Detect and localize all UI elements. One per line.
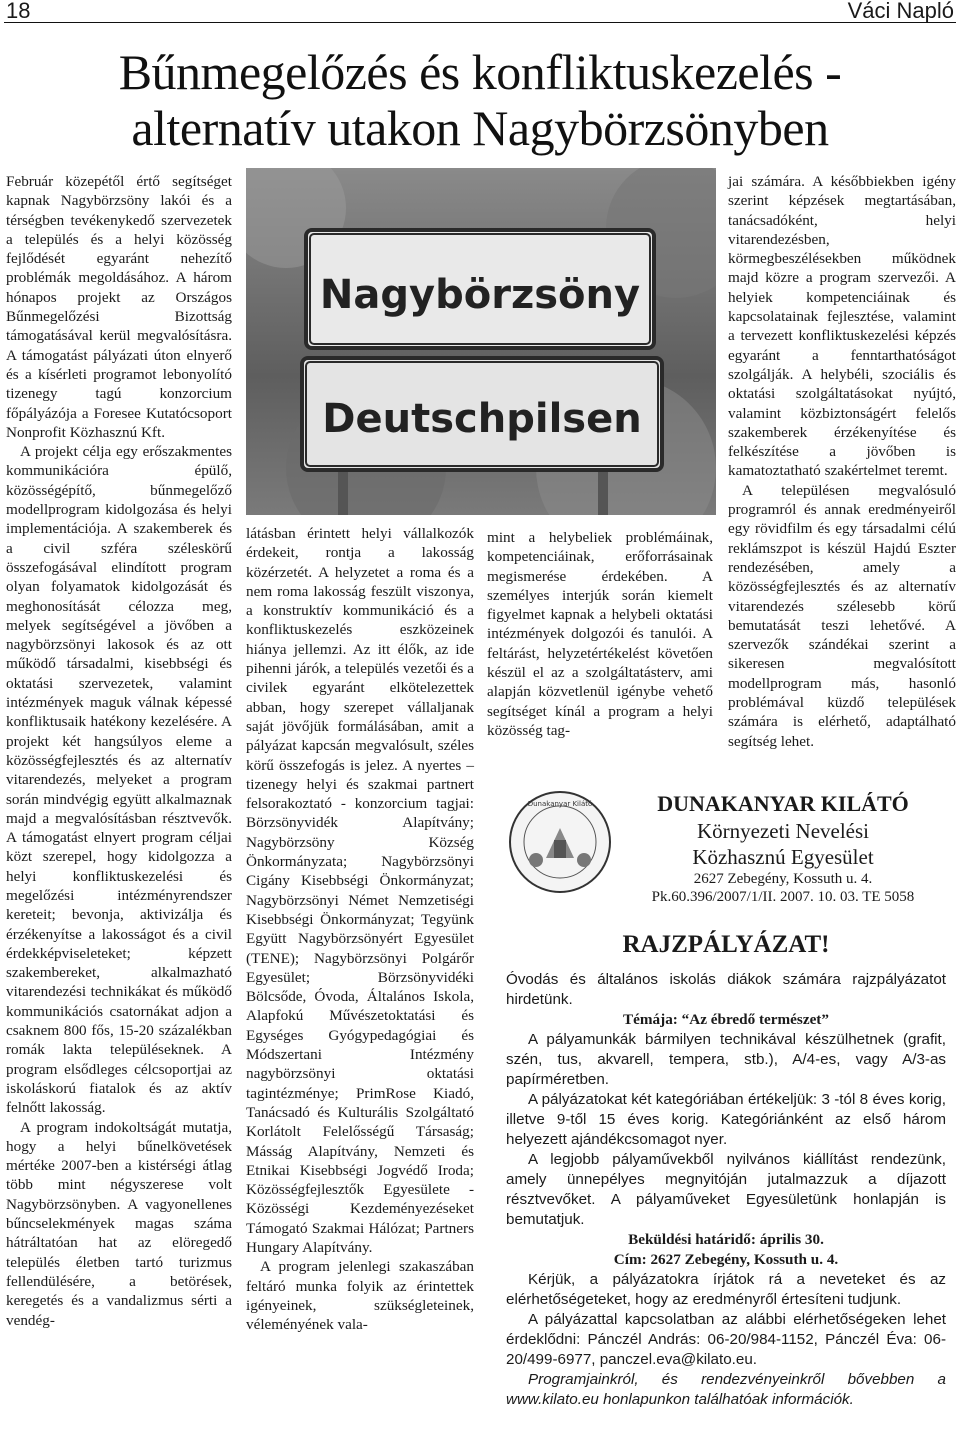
ad-deadline: Beküldési határidő: április 30. [628,1231,824,1248]
advertisement-box [500,780,952,1420]
paragraph: jai számára. A későbbiekben igény szerint képzések megtartásában, tanácsadóként, helyi vitarendezésben, körmegbeszélésekben működnek majd közre a program szervezői. A helyiek kompetenciáinak és kapcsolatainak fejlesztése, valamint a tervezett konfliktuskezelési képzés egyaránt a fenntarthatóságot szolgálják. A helybéli, szociális és oktatási szolgáltatásokat nyújtó, valamint közbiztonságért felelős szakemberek érzékenyítése és felkészítése a jövőben is kamatoztatható szakértelmet teremt. [728,173,956,480]
article-column-4 [728,172,956,751]
article-column-1 [6,172,232,1330]
page-number: 18 [6,0,31,23]
ad-theme: Témája: “Az ébredő természet” [623,1011,829,1028]
headline-line-2: alternatív utakon Nagybörzsönyben [131,100,829,156]
town-sign-photo [246,168,716,515]
ad-body [506,970,946,1410]
headline-line-1: Bűnmegelőzés és konfliktuskezelés - [118,44,842,100]
ad-website-note: Programjainkról, és rendezvényeinkről bővebben a www.kilato.eu honlapunkon találhatóak információk. [506,1371,946,1408]
ad-paragraph: A pályázatokat két kategóriában értékeljük: 3 -tól 8 éves korig, illetve 9-től 15 éves korig. Kategóriánként az első három helyezett ajándékcsomagot nyer. [506,1091,946,1148]
ad-title: RAJZPÁLYÁZAT! [622,931,830,958]
paragraph: Február közepétől értő segítséget kapnak Nagybörzsöny lakói és a térségben tevékenykedő szervezetek a település és a helyi közösség fejlődését egyaránt nehezítő problémák megoldásához. A három hónapos projekt az Országos Bűnmegelőzési Bizottság támogatásával kerül megvalósításra. A támogatást pályázati úton elnyerő és a kísérleti programot lebonyolító tizenegy tagú konzorcium főpályázója a Foresee Kutatócsoport Nonprofit Közhasznú Kft. [6,173,232,441]
paragraph: látásban érintett helyi vállalkozók érdekeit, rontja a lakosság közérzetét. A helyzetet a roma és a nem roma lakosság feszült viszonya, a konstruktív kommunikáció és a konfliktuskezelés eszközeinek hiánya jellemzi. Az itt élők, az ide pihenni járók, a település vezetői és a civilek egyaránt elkötelezettek abban, hogy szerepet vállaljanak saját jövőjük formálásában, amit a pályázat kapcsán megvalósult, széles körű összefogás is jelez. A nyertes – tizenegy helyi és szakmai partnert felsorakoztató - konzorcium tagjai: Börzsönyvidék Alapítvány; Nagybörzsöny Község Önkormányzata; Nagybörzsönyi Cigány Kisebbségi Önkormányzat; Nagybörzsönyi Német Nemzetiségi Kisebbségi Önkormányzat; Tegyünk Együtt Nagybörzsönyért Egyesület (TENE); Nagybörzsönyi Polgárőr Egyesület; Börzsönyvidéki Bölcsőde, Óvoda, Általános Iskola, Alapfokú Művészetoktatási és Egységes Gyógypedagógiai és Módszertani Intézmény nagybörzsönyi oktatási tagintézménye; PrimRose Kiadó, Tanácsadó és Kulturális Szolgáltató Korlátolt Felelősségű Társaság; Másság Alapítvány, Nemzeti és Etnikai Kisebbségi Jogvédő Iroda; Közösségfejlesztők Egyesülete - Közösségi Kezdeményezéseket Támogató Szakmai Hálózat; Partners Hungary Alapítvány. [246,525,474,1256]
paragraph: A településen megvalósuló programról és annak eredményeiről egy rövidfilm és egy társadalmi célú reklámszpot is készül Hajdú Eszter rendezésében, amely a közösségfejlesztés és az alternatív vitarendezés szélesebb körű bemutatását teszi lehetővé. A szervezők szándékai szerint a sikeresen megvalósított modellprogram más, hasonló problémával küzdő települések számára is elérhető, adaptálható segítség lehet. [728,481,956,750]
ad-paragraph: A legjobb pályaművekből nyilvános kiállítást rendezünk, amely ünnepélyes megnyitóján jutalmazzuk a díjazott résztvevőket. A pályaműveket Egyesületünk honlapján is bemutatjuk. [506,1151,946,1228]
paragraph: A program indokoltságát mutatja, hogy a helyi bűnelkövetések mértéke 2007-ben a kistérségi átlag több mint négyszerese volt Nagybörzsönyben. A vagyonellenes bűncselekmények magas száma hátráltatóan hat az elöregedő település életben tartó turizmus fellendülésére, a betörések, keregetés és a vandalizmus sérti a vendég- [6,1118,232,1329]
paragraph: A projekt célja egy erőszakmentes kommunikációra épülő, közösségépítő, bűnmegelőző modellprogram kidolgozása és helyi implementációja. A szakemberek és a civil szféra széleskörű összefogásával elindított program olyan folyamatok kidolgozását és meghonosítását célozza meg, melyek segítségével a jövőben a nagybörzsönyi lakosok és az ott működő társadalmi, kisebbségi és oktatási szervezetek, valamint intézmények maguk válnak képessé konfliktusaik hatékony kezelésére. A projekt két hangsúlyos eleme a közösségfejlesztés és az alternatív vitarendezés, melyeket a program során mindvégig együtt alkalmaznak majd a megvalósításban résztvevők. A támogatást elnyert program céljai közt szerepel, hogy kidolgozza a helyi konfliktuskezelési és megelőzési intézményrendszer kereteit; bevonja, aktivizálja és érzékenyítse a lakosságot és a civil érdekképviseleteket; képzett szakembereket, alkalmazható vitarendezési technikákat és működő kommunikációs csatornákat adjon a csaknem 800 fős, 15-20 százalékban romák lakta településeknek. A program elsődleges célcsoportjai az iskoláskorú fiatalok és az aktív felnőtt lakosság. [6,443,232,1117]
publication-name: Váci Napló [847,0,954,23]
ad-paragraph: A pályamunkák bármilyen technikával készülhetnek (grafit, szén, tus, akvarell, tempera, stb.), A/4-es, vagy A/3-as papírméretben. [506,1031,946,1088]
sign-text-bottom: Deutschpilsen [322,396,642,442]
paragraph: mint a helybeliek problémáinak, kompetenciáinak, erőforrásainak megismerése érdekében. A személyes interjúk során kiemelt figyelmet kapnak a helybeli oktatási intézmények dolgozói és tanulói. A feltárást, helyzetértékelést követően készül el az a szolgáltatásterv, ami alapján közvetlenül igénybe vehető segítséget kínál a program a helyi közösség tag- [487,529,713,739]
article-column-2 [246,524,474,1334]
organization-subtitle-1: Környezeti Nevelési [696,819,869,843]
logo-text: Dunakanyar Kilátó [527,800,593,808]
ad-paragraph: A pályázattal kapcsolatban az alábbi elérhetőségeken lehet érdeklődni: Pánczél András: 06-20/984-1152, Pánczél Éva: 06-20/499-6977, panczel.eva@kilato.eu. [506,1311,946,1368]
organization-header [618,790,948,906]
organization-registration: Pk.60.396/2007/1/II. 2007. 10. 03. TE 5058 [651,889,915,905]
ad-intro: Óvodás és általános iskolás diákok számára rajzpályázatot hirdetünk. [506,971,946,1008]
sign-text-top: Nagybörzsöny [319,272,641,318]
organization-address: 2627 Zebegény, Kossuth u. 4. [693,871,873,887]
organization-subtitle-2: Közhasznú Egyesület [692,845,874,869]
organization-logo [506,788,614,896]
article-column-3 [487,528,713,740]
header-rule [4,22,956,23]
ad-paragraph: Kérjük, a pályázatokra írjátok rá a neveteket és az elérhetőségeteket, hogy az eredményről értesíteni tudjunk. [506,1271,946,1308]
organization-name: DUNAKANYAR KILÁTÓ [657,791,909,816]
ad-address-line: Cím: 2627 Zebegény, Kossuth u. 4. [613,1251,839,1268]
paragraph: A program jelenlegi szakaszában feltáró munka folyik az érintettek igényeinek, szükségleteinek, véleményének vala- [246,1258,474,1334]
article-headline [0,44,960,156]
